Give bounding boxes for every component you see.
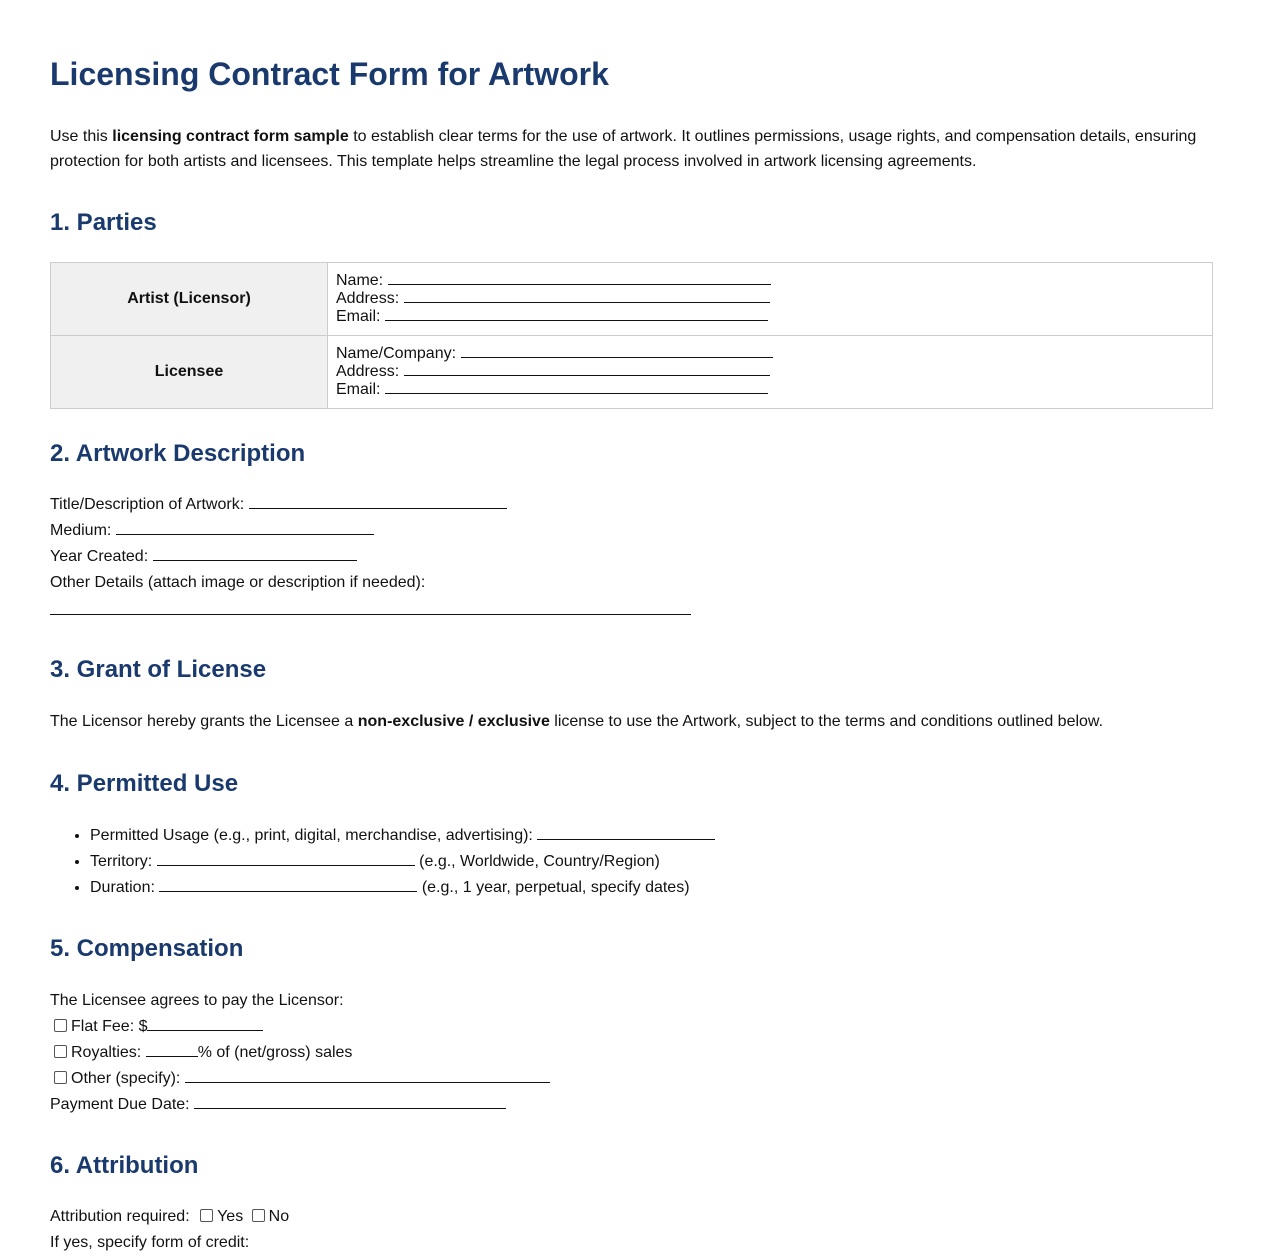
item-label: Duration:	[90, 879, 155, 896]
blank-line[interactable]	[50, 596, 691, 615]
field-label: Address:	[336, 363, 400, 380]
blank-line[interactable]	[116, 522, 374, 535]
field-label: Email:	[336, 308, 381, 325]
party-role: Licensee	[51, 336, 328, 409]
item-hint: (e.g., 1 year, perpetual, specify dates)	[421, 879, 690, 896]
field-label: Name/Company:	[336, 345, 457, 362]
section-heading-attribution: 6. Attribution	[50, 1152, 199, 1179]
checkbox-no[interactable]	[252, 1209, 265, 1222]
field-label: Name:	[336, 272, 384, 289]
blank-line[interactable]	[385, 308, 768, 321]
field-label: Address:	[336, 290, 400, 307]
option-other[interactable]	[50, 1066, 550, 1092]
compensation-lead: The Licensee agrees to pay the Licensor:	[50, 992, 344, 1009]
party-fields	[328, 336, 1213, 409]
attribution-required	[50, 1204, 289, 1230]
field-address[interactable]	[336, 363, 1204, 381]
page-title: Licensing Contract Form for Artwork	[50, 56, 609, 92]
field-name[interactable]	[336, 272, 1204, 290]
item-label: Territory:	[90, 853, 153, 870]
section-heading-compensation: 5. Compensation	[50, 935, 244, 962]
field-label: Other Details (attach image or description if needed):	[50, 574, 426, 591]
blank-line[interactable]	[194, 1096, 506, 1109]
blank-line[interactable]	[404, 290, 770, 303]
section-heading-permitted-use: 4. Permitted Use	[50, 770, 239, 797]
grant-prefix: The Licensor hereby grants the Licensee a	[50, 713, 358, 730]
field-email[interactable]	[336, 308, 1204, 326]
permitted-use-list	[50, 823, 715, 901]
grant-bold: non-exclusive / exclusive	[357, 713, 550, 730]
credit-form-label: If yes, specify form of credit:	[50, 1234, 250, 1251]
field-label: Payment Due Date:	[50, 1096, 190, 1113]
section-heading-artwork: 2. Artwork Description	[50, 440, 306, 467]
field-email[interactable]	[336, 381, 1204, 399]
field-medium[interactable]	[50, 518, 691, 544]
field-label: Attribution required:	[50, 1208, 190, 1225]
checkbox-yes[interactable]	[200, 1209, 213, 1222]
parties-table	[50, 262, 1213, 409]
intro-paragraph	[50, 124, 1215, 174]
field-year-created[interactable]	[50, 544, 691, 570]
checkbox[interactable]	[54, 1045, 67, 1058]
field-payment-due-date[interactable]	[50, 1092, 550, 1118]
option-flat-fee[interactable]	[50, 1014, 550, 1040]
field-label: Medium:	[50, 522, 112, 539]
checkbox[interactable]	[54, 1071, 67, 1084]
blank-line[interactable]	[185, 1070, 550, 1083]
list-item[interactable]	[90, 823, 715, 849]
blank-line[interactable]	[404, 363, 770, 376]
blank-line[interactable]	[147, 1018, 263, 1031]
table-row	[51, 336, 1213, 409]
table-row	[51, 263, 1213, 336]
field-title-description[interactable]	[50, 492, 691, 518]
field-other-details	[50, 570, 691, 596]
attribution-block	[50, 1204, 289, 1256]
field-label: Year Created:	[50, 548, 149, 565]
blank-line[interactable]	[537, 827, 715, 840]
intro-prefix: Use this	[50, 128, 113, 145]
section-heading-parties: 1. Parties	[50, 209, 157, 236]
intro-suffix: to establish clear terms for the use of artwork. It outlines permissions, usage rights, and compensation details, ensuring protection for both artists and licensees. This template helps streamline the legal process involved in artwork licensing agreements.	[50, 128, 1197, 170]
item-label: Permitted Usage (e.g., print, digital, merchandise, advertising):	[90, 827, 533, 844]
blank-line[interactable]	[461, 345, 773, 358]
field-label: Email:	[336, 381, 381, 398]
field-address[interactable]	[336, 290, 1204, 308]
other-details-line-row[interactable]	[50, 596, 691, 626]
item-hint: (e.g., Worldwide, Country/Region)	[419, 853, 660, 870]
no-label: No	[268, 1208, 290, 1225]
blank-line[interactable]	[159, 879, 417, 892]
compensation-block	[50, 988, 550, 1118]
option-label: Flat Fee: $	[71, 1018, 148, 1035]
field-name-company[interactable]	[336, 345, 1204, 363]
yes-label: Yes	[217, 1208, 244, 1225]
artwork-fields	[50, 492, 691, 626]
option-label: Other (specify):	[71, 1070, 185, 1087]
option-label: Royalties:	[71, 1044, 146, 1061]
section-heading-grant: 3. Grant of License	[50, 656, 267, 683]
intro-bold: licensing contract form sample	[112, 128, 349, 145]
blank-line[interactable]	[385, 381, 768, 394]
grant-suffix: license to use the Artwork, subject to the terms and conditions outlined below.	[549, 713, 1104, 730]
blank-line[interactable]	[153, 548, 357, 561]
blank-line[interactable]	[249, 496, 507, 509]
option-suffix: % of (net/gross) sales	[197, 1044, 353, 1061]
party-role: Artist (Licensor)	[51, 263, 328, 336]
option-royalties[interactable]	[50, 1040, 550, 1066]
list-item[interactable]	[90, 849, 715, 875]
field-label: Title/Description of Artwork:	[50, 496, 245, 513]
party-fields	[328, 263, 1213, 336]
blank-line[interactable]	[157, 853, 415, 866]
checkbox[interactable]	[54, 1019, 67, 1032]
blank-line[interactable]	[146, 1044, 198, 1057]
blank-line[interactable]	[388, 272, 771, 285]
grant-paragraph	[50, 709, 1103, 735]
list-item[interactable]	[90, 875, 715, 901]
